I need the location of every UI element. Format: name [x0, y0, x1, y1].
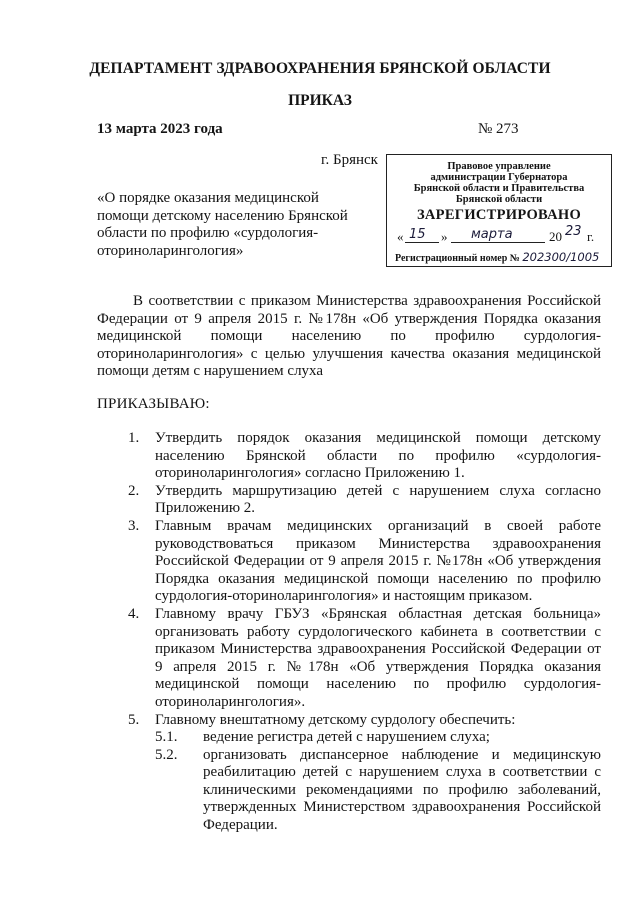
sub-item: 5.1. ведение регистра детей с нарушением слуха;: [155, 729, 490, 746]
stamp-year-end: г.: [587, 229, 595, 244]
city: г. Брянск: [321, 152, 378, 168]
preamble: В соответствии с приказом Министерства здравоохранения Российской Федерации от 9 апреля 2015 г. №178н «Об утверждения Порядка оказания медицинской помощи населению по профилю сурдология-оториноларингология» с целью улучшения качества оказания медицинской помощи детям с нарушением слуха: [97, 293, 601, 380]
stamp-line-1: Правовое управление: [447, 161, 551, 172]
stamp-line-2: администрации Губернатора: [430, 172, 568, 183]
order-number: № 273: [478, 121, 519, 137]
list-item: 2. Утвердить маршрутизацию детей с нарушением слуха согласно Приложению 2.: [128, 482, 601, 517]
order-date: 13 марта 2023 года: [97, 121, 223, 137]
stamp-registered: ЗАРЕГИСТРИРОВАНО: [416, 207, 582, 223]
list-item: 5. Главному внештатному детскому сурдологу обеспечить:: [128, 711, 516, 728]
order-items: [128, 430, 601, 835]
department-title: ДЕПАРТАМЕНТ ЗДРАВООХРАНЕНИЯ БРЯНСКОЙ ОБЛАСТИ: [89, 60, 551, 77]
stamp-year-prefix: 20: [549, 229, 562, 244]
stamp-line-4: Брянской области: [455, 194, 543, 205]
list-item: 4. Главному врачу ГБУЗ «Брянская областная детская больница» организовать работу сурдологического кабинета в соответствии с приказом Министерства здравоохранения Российской Федерации от 9 апреля 2015 г. №178н «Об утверждения Порядка оказания медицинской помощи населению по профилю сурдология-оториноларингология».: [128, 605, 601, 710]
stamp-reg-number: 202300/1005: [522, 250, 600, 264]
stamp-day: 15: [409, 227, 426, 242]
stamp-line-3: Брянской области и Правительства: [413, 183, 585, 194]
list-item: 3. Главным врачам медицинских организаций в своей работе руководствоваться приказом Министерства здравоохранения Российской Федерации от 9 апреля 2015 г. №178н «Об утверждения Порядка оказания медицинской помощи населению по профилю сурдология-оториноларингология» и настоящим приказом.: [128, 517, 601, 605]
stamp-reg-number-row: [395, 250, 607, 264]
stamp-date: « 15 » марта 20 23 г.: [397, 224, 595, 244]
order-word: ПРИКАЗЫВАЮ:: [97, 396, 210, 412]
registration-stamp: [386, 154, 612, 267]
stamp-reg-label: Регистрационный номер №: [395, 253, 520, 264]
stamp-year-suffix: 23: [565, 224, 582, 239]
document-type: ПРИКАЗ: [288, 92, 352, 109]
stamp-month: марта: [471, 227, 513, 242]
list-item: 1. Утвердить порядок оказания медицинской помощи детскому населению Брянской области по профилю «сурдология-оториноларингология» согласно Приложению 1.: [128, 430, 601, 482]
order-subject: «О порядке оказания медицинской помощи детскому населению Брянской области по профилю «сурдология-оториноларингология»: [97, 190, 348, 259]
sub-item: 5.2. организовать диспансерное наблюдение и медицинскую реабилитацию детей с нарушением слуха в соответствии с клиническими рекомендациями по профилю заболеваний, утвержденных Министерством здравоохранения Российской Федерации.: [155, 746, 601, 834]
